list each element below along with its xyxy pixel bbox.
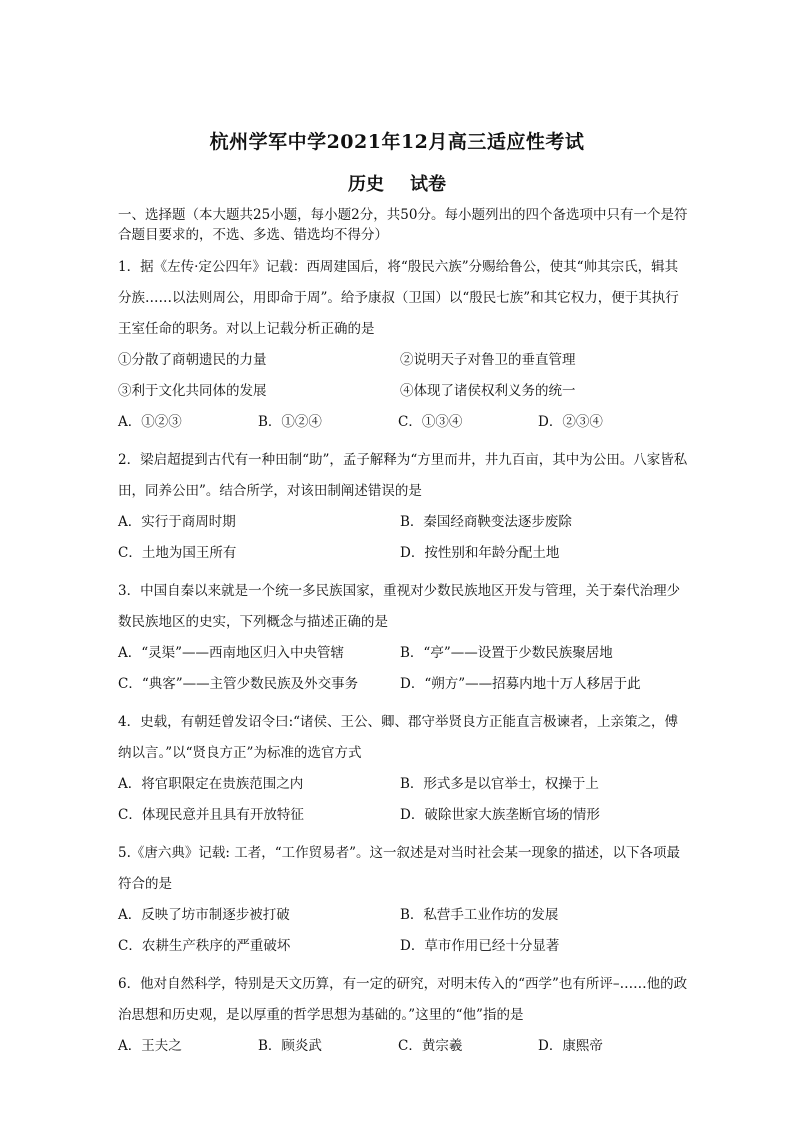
option-c: C．①③④ [398, 414, 463, 430]
option-d: D．破除世家大族垄断官场的情形 [400, 807, 600, 823]
option-b: B．“亭”——设置于少数民族聚居地 [400, 645, 613, 661]
option-a: A．实行于商周时期 [118, 514, 236, 530]
question-3 [118, 576, 690, 700]
question-stem: 1．据《左传·定公四年》记载：西周建国后，将“殷民六族”分赐给鲁公，使其“帅其宗氏，辑其分族……以法则周公，用即命于周”。给予康叔（卫国）以“殷民七族”和其它权力，便于其执行王室任命的职务。对以上记载分析正确的是 [118, 259, 679, 337]
option-c: C．土地为国王所有 [118, 545, 237, 561]
option-d: D．“朔方”——招募内地十万人移居于此 [400, 676, 641, 692]
option-b: B．①②④ [258, 414, 322, 430]
option-list [118, 407, 690, 438]
option-b: B．私营手工业作坊的发展 [400, 907, 559, 923]
exam-content [118, 205, 690, 1062]
question-stem: 2．梁启超提到古代有一种田制“助”，孟子解释为“方里而井，井九百亩，其中为公田。八家皆私田，同养公田”。结合所学，对该田制阐述错误的是 [118, 452, 688, 499]
subject-label: 历史 [348, 174, 384, 195]
statement-item: ④体现了诸侯权利义务的统一 [400, 383, 576, 399]
statement-item: ③利于文化共同体的发展 [118, 383, 267, 399]
question-6 [118, 969, 690, 1062]
option-d: D．②③④ [538, 414, 603, 430]
option-d: D．按性别和年龄分配土地 [400, 545, 560, 561]
option-list [118, 1031, 690, 1062]
question-1 [118, 252, 690, 438]
option-a: A．将官职限定在贵族范围之内 [118, 776, 304, 792]
exam-subtitle [0, 170, 794, 196]
option-b: B．秦国经商鞅变法逐步废除 [400, 514, 572, 530]
option-list [118, 900, 690, 962]
option-list [118, 507, 690, 569]
section-heading: 一、选择题（本大题共25小题，每小题2分，共50分。每小题列出的四个备选项中只有一个是符合题目要求的，不选、多选、错选均不得分） [118, 207, 688, 243]
option-b: B．形式多是以官举士，权操于上 [400, 776, 599, 792]
question-2 [118, 445, 690, 569]
option-list [118, 769, 690, 831]
option-c: C．农耕生产秩序的严重破坏 [118, 938, 291, 954]
option-a: A．王夫之 [118, 1038, 182, 1054]
option-a: A．“灵渠”——西南地区归入中央管辖 [118, 645, 345, 661]
option-c: C．黄宗羲 [398, 1038, 463, 1054]
option-c: C．体现民意并且具有开放特征 [118, 807, 304, 823]
question-stem: 3．中国自秦以来就是一个统一多民族国家，重视对少数民族地区开发与管理，关于秦代治理少数民族地区的史实，下列概念与描述正确的是 [118, 583, 681, 630]
exam-title: 杭州学军中学2021年12月高三适应性考试 [209, 131, 585, 153]
paper-label: 试卷 [410, 174, 446, 195]
question-stem: 6．他对自然科学，特别是天文历算，有一定的研究，对明末传入的“西学”也有所评–……他的政治思想和历史观，是以厚重的哲学思想为基础的。”这里的“他”指的是 [118, 976, 688, 1023]
option-c: C．“典客”——主管少数民族及外交事务 [118, 676, 359, 692]
statement-item: ①分散了商朝遗民的力量 [118, 352, 267, 368]
option-a: A．反映了坊市制逐步被打破 [118, 907, 290, 923]
option-list [118, 638, 690, 700]
option-a: A．①②③ [118, 414, 182, 430]
question-5 [118, 838, 690, 962]
option-d: D．康熙帝 [538, 1038, 603, 1054]
option-b: B．顾炎武 [258, 1038, 322, 1054]
statement-item: ②说明天子对鲁卫的垂直管理 [400, 352, 576, 368]
question-stem: 4．史载，有朝廷曾发诏令曰:“诸侯、王公、卿、郡守举贤良方正能直言极谏者，上亲策之，傅纳以言。”以“贤良方正”为标准的选官方式 [118, 714, 679, 761]
question-4 [118, 707, 690, 831]
question-stem: 5.《唐六典》记载: 工者，“工作贸易者”。这一叙述是对当时社会某一现象的描述，以下各项最符合的是 [118, 845, 681, 892]
option-d: D．草市作用已经十分显著 [400, 938, 560, 954]
statement-list [118, 345, 690, 407]
